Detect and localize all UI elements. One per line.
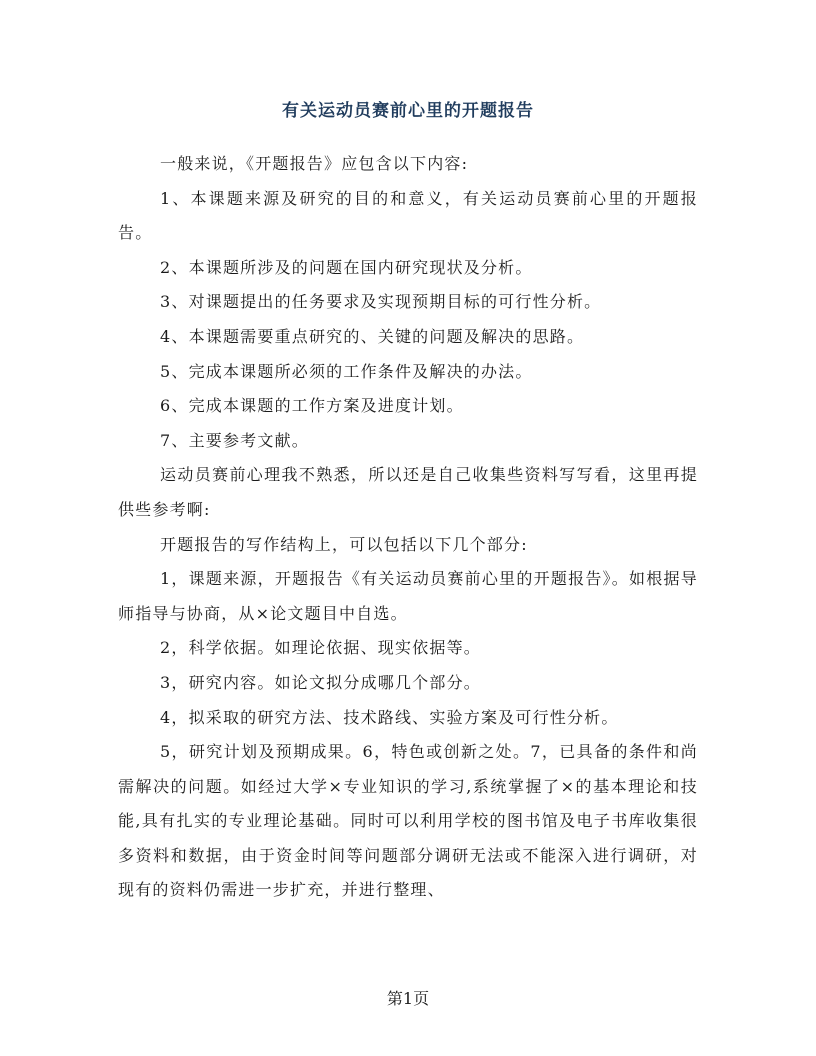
paragraph-item-7: 7、主要参考文献。 — [160, 430, 309, 450]
paragraph-structure-intro: 开题报告的写作结构上，可以包括以下几个部分: — [160, 534, 528, 554]
paragraph-note: 运动员赛前心理我不熟悉，所以还是自己收集些资料写写看，这里再提供些参考啊: — [118, 465, 698, 519]
paragraph-item-3: 3、对课题提出的任务要求及实现预期目标的可行性分析。 — [160, 292, 602, 312]
paragraph-item-2: 2、本课题所涉及的问题在国内研究现状及分析。 — [160, 257, 533, 277]
paragraph-item-5: 5、完成本课题所必须的工作条件及解决的办法。 — [160, 361, 533, 381]
paragraph-structure-4: 4，拟采取的研究方法、技术路线、实验方案及可行性分析。 — [160, 707, 619, 727]
paragraph-item-1: 1、本课题来源及研究的目的和意义，有关运动员赛前心里的开题报告。 — [118, 188, 698, 243]
document-body — [118, 147, 698, 908]
paragraph-structure-5: 5，研究计划及预期成果。6，特色或创新之处。7，已具备的条件和尚需解决的问题。如经过大学×专业知识的学习,系统掌握了×的基本理论和技能,具有扎实的专业理论基础。同时可以利用学校的图书馆及电子书库收集很多资料和数据，由于资金时间等问题部分调研无法或不能深入进行调研，对现有的资料仍需进一步扩充，并进行整理、 — [118, 742, 698, 900]
page-number: 第1页 — [386, 989, 430, 1008]
paragraph-structure-1: 1，课题来源，开题报告《有关运动员赛前心里的开题报告》。如根据导师指导与协商，从×论文题目中自选。 — [118, 569, 698, 623]
paragraph-item-4: 4、本课题需要重点研究的、关键的问题及解决的思路。 — [160, 326, 585, 346]
paragraph-item-6: 6、完成本课题的工作方案及进度计划。 — [160, 396, 464, 416]
paragraph-structure-3: 3，研究内容。如论文拟分成哪几个部分。 — [160, 672, 481, 692]
page-title: 有关运动员赛前心里的开题报告 — [282, 101, 534, 121]
paragraph-structure-2: 2，科学依据。如理论依据、现实依据等。 — [160, 638, 481, 658]
paragraph-intro: 一般来说，《开题报告》应包含以下内容: — [160, 154, 469, 173]
